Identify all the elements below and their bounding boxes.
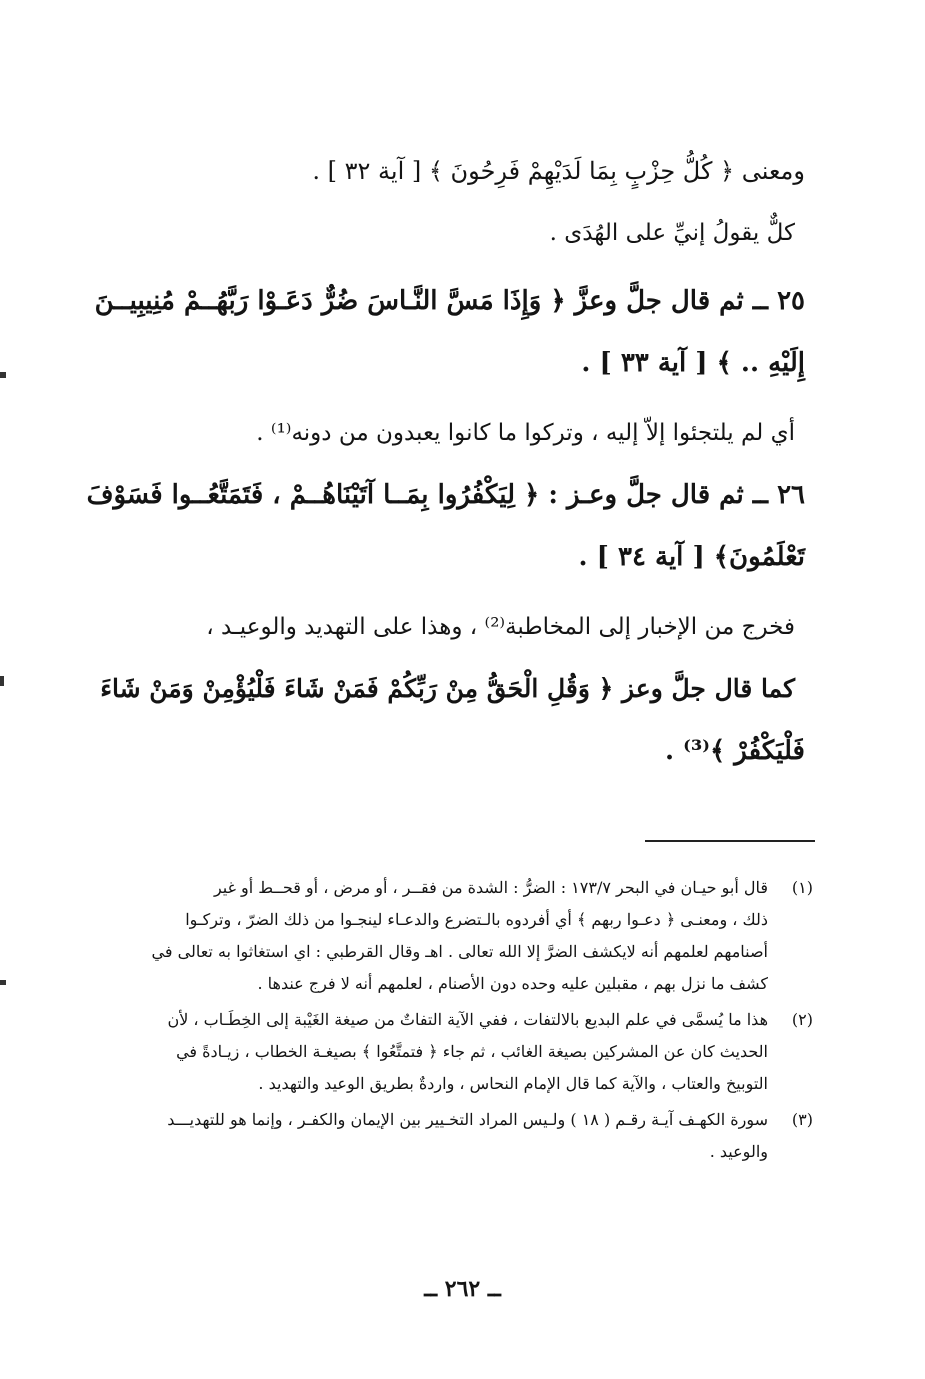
page-number: ــ ٢٦٢ ــ bbox=[424, 1276, 501, 1302]
footnote-line: هذا ما يُسمَّى في علم البديع بالالتفات ، ففي الآية التفاتٌ من صيغة الغَيْبة إلى الخِطَـاب ، لأن bbox=[167, 1010, 768, 1029]
text-line-5b: تَعْلَمُونَ﴾ [ آية ٣٤ ] . bbox=[578, 542, 805, 572]
footnote-1 bbox=[70, 872, 813, 1000]
text-line-4: أي لم يلتجئوا إلاّ إليه ، وتركوا ما كانوا يعبدون من دونه⁽¹⁾ . bbox=[256, 420, 795, 446]
text-line-3b: إِلَيْهِ .. ﴾ [ آية ٣٣ ] . bbox=[581, 348, 805, 378]
footnote-number: (٣) bbox=[791, 1110, 813, 1129]
footnote-number: (٢) bbox=[791, 1010, 813, 1029]
footnote-line: التوبيخ والعتاب ، والآية كما قال الإمام النحاس ، واردةٌ بطريق الوعيد والتهديد . bbox=[258, 1074, 768, 1093]
margin-mark bbox=[0, 980, 6, 985]
footnote-line: الحديث كان عن المشركين بصيغة الغائب ، ثم جاء ﴿ فتمتَّعُوا ﴾ بصيغـة الخطاب ، زيـادةً في bbox=[176, 1042, 768, 1061]
text-line-1: ومعنى ﴿ كُلُّ حِزْبٍ بِمَا لَدَيْهِمْ فَرِحُونَ ﴾ [ آية ٣٢ ] . bbox=[312, 157, 805, 185]
margin-mark bbox=[0, 372, 6, 378]
text-line-5a: ٢٦ ــ ثم قال جلَّ وعـز : ﴿ لِيَكْفُرُوا بِمَــا آتَيْنَاهُــمْ ، فَتَمَتَّعُــوا فَسَوْفَ bbox=[86, 480, 805, 510]
footnote-2 bbox=[70, 1004, 813, 1100]
footnotes bbox=[70, 872, 813, 1172]
text-line-6b: كما قال جلَّ وعز ﴿ وَقُلِ الْحَقُّ مِنْ رَبِّكُمْ فَمَنْ شَاءَ فَلْيُؤْمِنْ وَمَنْ شَاءَ bbox=[100, 674, 795, 703]
margin-mark bbox=[0, 676, 4, 686]
footnote-line: والوعيد . bbox=[709, 1142, 768, 1161]
footnote-line: قال أبو حيـان في البحر ١٧٣/٧ : الضرُّ : الشدة من فقــر ، أو مرض ، أو قحــط أو غير bbox=[213, 878, 768, 897]
footnote-line: كشف ما نزل بهم ، مقبلين عليه وحده دون الأصنام ، لعلمهم أنه لا فرج عندها . bbox=[257, 974, 768, 993]
footnote-line: سورة الكهـف آيـة رقـم ( ١٨ ) ولـيس المراد التخـيير بين الإيمان والكفـر ، وإنما هو للتهديـــد bbox=[167, 1110, 768, 1129]
text-line-3a: ٢٥ ــ ثم قال جلَّ وعزَّ ﴿ وَإِذَا مَسَّ النَّـاسَ ضُرٌّ دَعَـوْا رَبَّهُــمْ مُنِيبِيــنَ bbox=[94, 286, 805, 316]
footnote-3 bbox=[70, 1104, 813, 1168]
main-text bbox=[60, 140, 805, 782]
footnote-line: أصنامهم لعلمهم أنه لايكشف الضرَّ إلا الله تعالى . اهـ وقال القرطبي : اي استغاثوا به تعالى في bbox=[151, 942, 768, 961]
text-line-2: كلٌّ يقولُ إنيِّ على الهُدَى . bbox=[549, 220, 795, 246]
footnote-number: (١) bbox=[791, 878, 813, 897]
text-line-6a: فخرج من الإخبار إلى المخاطبة⁽²⁾ ، وهذا على التهديد والوعيـد ، bbox=[206, 614, 795, 640]
footnote-line: ذلك ، ومعنـى ﴿ دعـوا ربهم ﴾ أي أفردوه بالـتضرع والدعـاء لينجـوا من ذلك الضرّ ، وتركـوا bbox=[185, 910, 768, 929]
text-line-6c: فَلْيَكْفُرْ ﴾⁽³⁾ . bbox=[664, 736, 805, 766]
footnote-separator bbox=[645, 840, 815, 842]
